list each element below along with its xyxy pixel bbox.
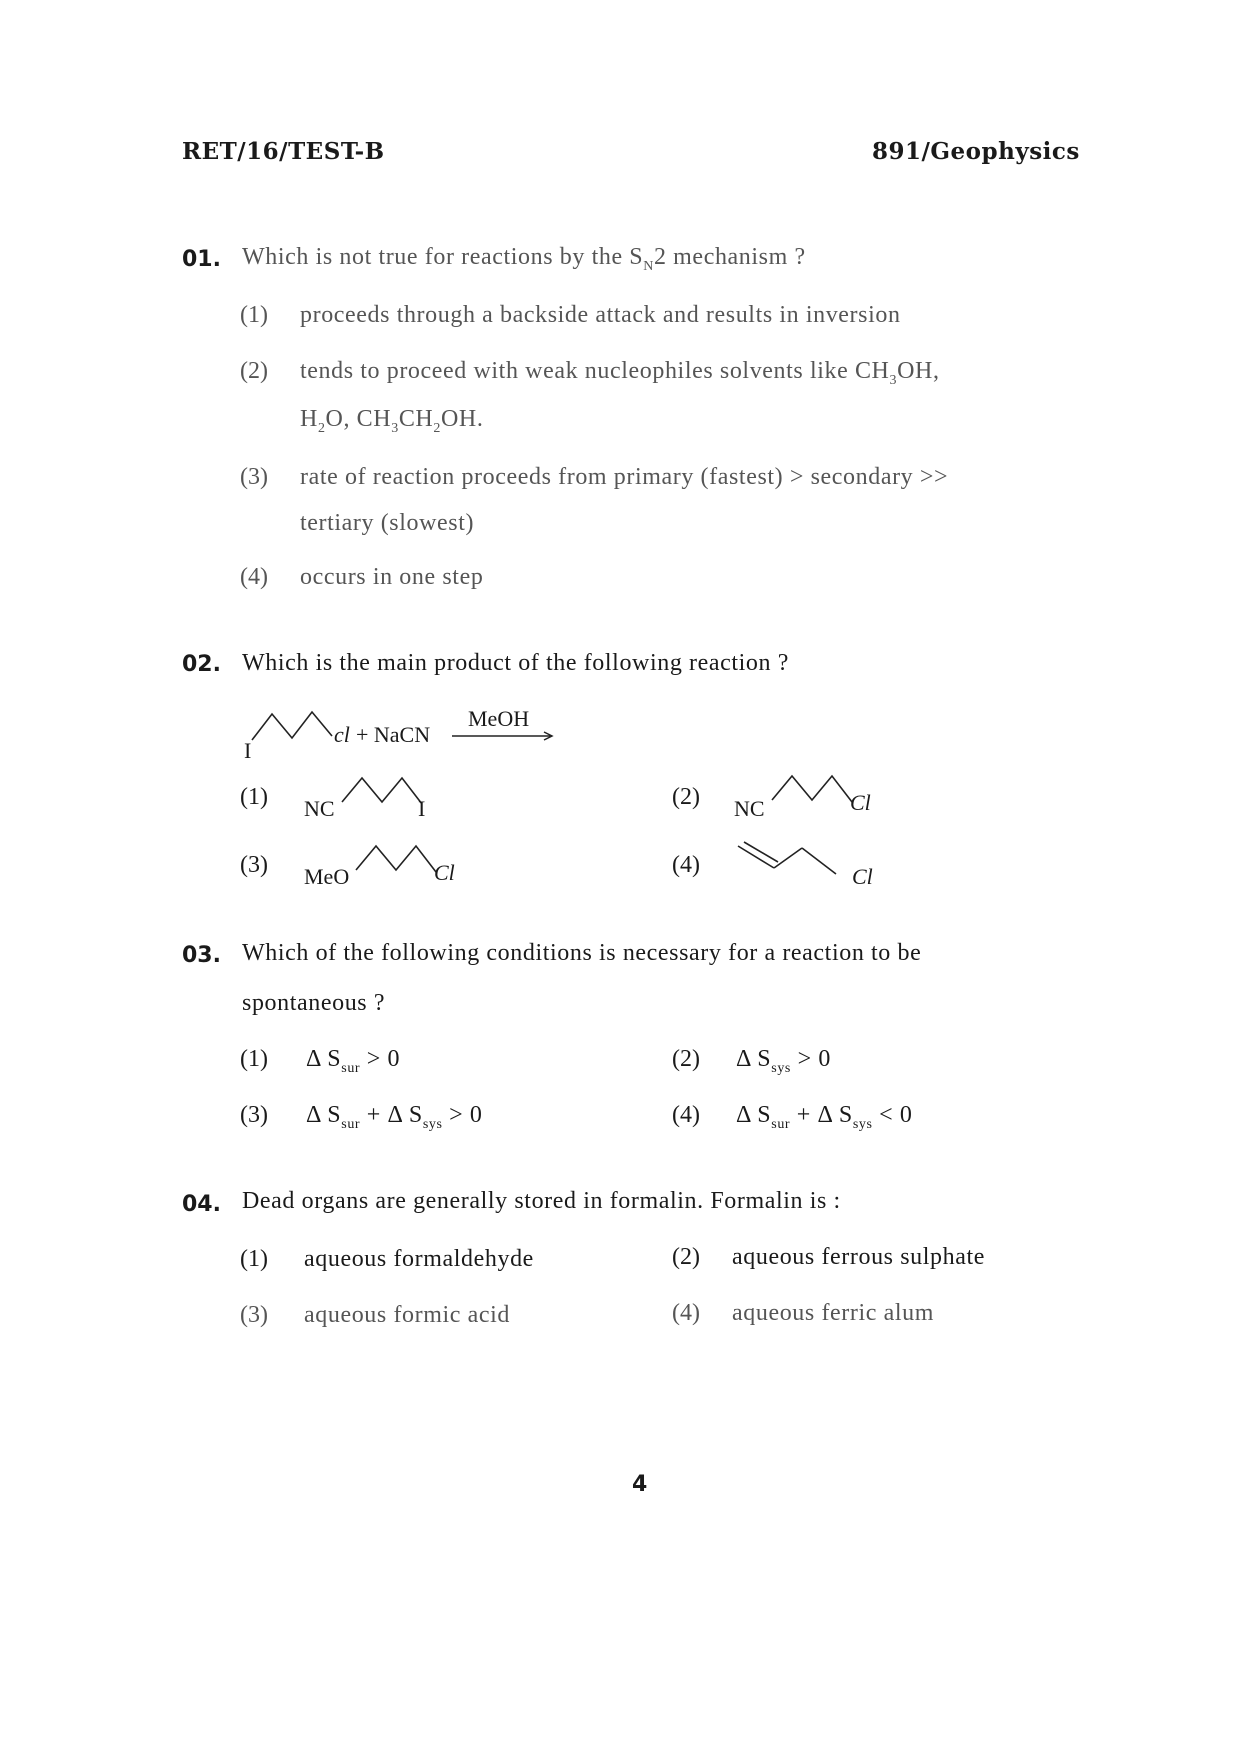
- q4-option-2-number: (2): [672, 1244, 700, 1270]
- q3-text-line2: spontaneous ?: [242, 990, 386, 1016]
- q3-number: 03.: [182, 943, 221, 968]
- q1-number: 01.: [182, 247, 221, 272]
- reaction-iodine: I: [244, 738, 252, 763]
- q4-option-2-text: aqueous ferrous sulphate: [732, 1244, 985, 1270]
- header-code: RET/16/TEST-B: [182, 138, 385, 165]
- q3-text-line1: Which of the following conditions is necessary for a reaction to be: [242, 940, 922, 966]
- q1-option-2-line1: tends to proceed with weak nucleophiles solvents like $CH_3OH$,: [300, 358, 940, 388]
- q2-option-3-left-group: MeO: [304, 864, 350, 889]
- q1-option-3-number: (3): [240, 464, 268, 490]
- q4-option-1-number: (1): [240, 1246, 268, 1272]
- q1-option-4-text: occurs in one step: [300, 564, 484, 590]
- q4-number: 04.: [182, 1192, 221, 1217]
- q2-option-2-structure: [768, 766, 858, 816]
- q4-option-3-text: aqueous formic acid: [304, 1302, 510, 1328]
- q2-option-3-number: (3): [240, 852, 268, 878]
- q3-option-3-number: (3): [240, 1102, 268, 1128]
- reaction-reagent-nacn: + NaCN: [356, 722, 431, 747]
- reaction-solvent: MeOH: [468, 706, 530, 731]
- reaction-chlorine: cl: [334, 722, 350, 747]
- q3-option-3-expression: Δ $S_{sur} + \Delta$ $S_{sys} > 0$: [306, 1102, 483, 1132]
- q2-text: Which is the main product of the following reaction ?: [242, 650, 789, 676]
- q3-option-1-number: (1): [240, 1046, 268, 1072]
- reaction-arrow: [452, 730, 562, 742]
- q3-option-4-number: (4): [672, 1102, 700, 1128]
- q1-option-2-line2: $H_2O$, $CH_3CH_2OH$.: [300, 406, 484, 436]
- q2-option-3-right-group: Cl: [434, 860, 455, 885]
- q1-option-1-number: (1): [240, 302, 268, 328]
- q2-option-2-number: (2): [672, 784, 700, 810]
- q1-option-1-text: proceeds through a backside attack and results in inversion: [300, 302, 901, 328]
- q2-option-2-left-group: NC: [734, 796, 765, 821]
- q2-option-1-structure: [338, 768, 428, 818]
- q4-option-4-number: (4): [672, 1300, 700, 1326]
- page-number: 4: [632, 1472, 648, 1497]
- q2-option-1-left-group: NC: [304, 796, 335, 821]
- q3-option-2-number: (2): [672, 1046, 700, 1072]
- q1-option-2-number: (2): [240, 358, 268, 384]
- q3-option-4-expression: Δ $S_{sur} + \Delta$ $S_{sys} < 0$: [736, 1102, 913, 1132]
- q2-option-4-structure: [736, 838, 856, 888]
- q2-option-4-number: (4): [672, 852, 700, 878]
- q2-option-2-right-group: Cl: [850, 790, 871, 815]
- q4-option-1-text: aqueous formaldehyde: [304, 1246, 534, 1272]
- q3-option-2-expression: Δ $S_{sys} > 0$: [736, 1046, 831, 1076]
- q3-option-1-expression: Δ $S_{sur} > 0$: [306, 1046, 401, 1076]
- q1-option-3-line1: rate of reaction proceeds from primary (fastest) > secondary >>: [300, 464, 949, 490]
- header-subject: 891/Geophysics: [872, 138, 1080, 165]
- q1-text: Which is not true for reactions by the $S_N2$ mechanism ?: [242, 244, 806, 274]
- q2-number: 02.: [182, 652, 221, 677]
- q2-option-1-number: (1): [240, 784, 268, 810]
- q2-option-1-right-group: I: [418, 796, 426, 821]
- q2-option-3-structure: [352, 836, 442, 886]
- q1-option-4-number: (4): [240, 564, 268, 590]
- q4-option-3-number: (3): [240, 1302, 268, 1328]
- q4-option-4-text: aqueous ferric alum: [732, 1300, 934, 1326]
- q1-option-3-line2: tertiary (slowest): [300, 510, 475, 536]
- chain-bonds: [252, 712, 332, 740]
- q4-text: Dead organs are generally stored in formalin. Formalin is :: [242, 1188, 841, 1214]
- q2-option-4-right-group: Cl: [852, 864, 873, 889]
